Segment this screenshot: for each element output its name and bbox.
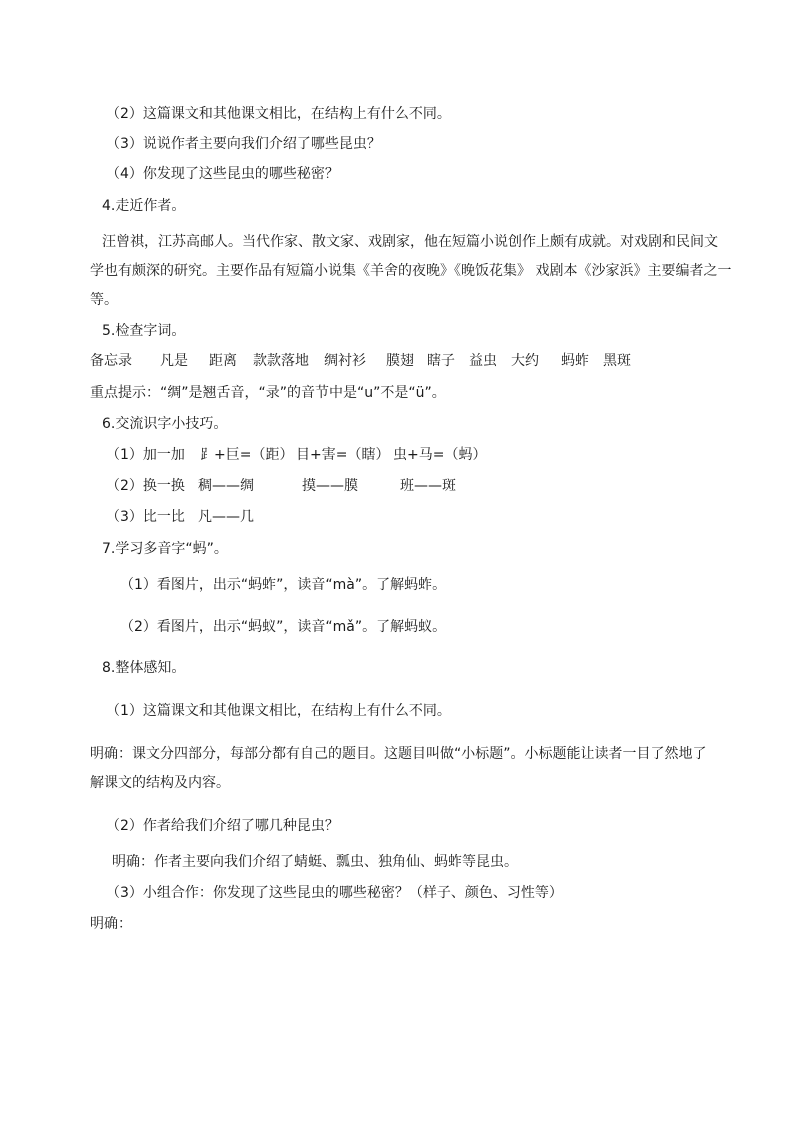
- method-2-label: （2）换一换: [106, 478, 185, 494]
- question-3: （3）说说作者主要向我们介绍了哪些昆虫？: [106, 136, 381, 152]
- section-8-item-1: （1）这篇课文和其他课文相比，在结构上有什么不同。: [106, 703, 451, 719]
- method-2-example-b: 摸——膜: [302, 478, 358, 494]
- word-item: 蚂蚱: [561, 353, 589, 369]
- word-item: 距离: [209, 353, 237, 369]
- answer-1-line-2: 解课文的结构及内容。: [90, 775, 230, 791]
- section-8-item-2: （2）作者给我们介绍了哪几种昆虫？: [106, 818, 339, 834]
- section-7-item-2: （2）看图片，出示“蚂蚁”，读音“mǎ”。了解蚂蚁。: [120, 619, 447, 635]
- section-7-heading: 7.学习多音字“蚂”。: [102, 541, 228, 557]
- word-item: 凡是: [160, 353, 188, 369]
- word-item: 瞎子: [427, 353, 455, 369]
- word-item: 款款落地: [253, 353, 309, 369]
- method-1-example-c: 虫+马=（蚂）: [393, 447, 487, 463]
- section-7-item-1: （1）看图片，出示“蚂蚱”，读音“mà”。了解蚂蚱。: [120, 577, 447, 593]
- word-item: 备忘录: [90, 353, 132, 369]
- question-2: （2）这篇课文和其他课文相比，在结构上有什么不同。: [106, 106, 451, 122]
- section-8-item-3: （3）小组合作：你发现了这些昆虫的哪些秘密？（样子、颜色、习性等）: [106, 885, 563, 901]
- method-2-example-a: 稠——绸: [198, 478, 254, 494]
- method-2-example-c: 班——斑: [400, 478, 456, 494]
- section-8-heading: 8.整体感知。: [102, 660, 186, 676]
- method-3-label: （3）比一比: [106, 509, 185, 525]
- method-3-example-a: 凡——几: [198, 509, 254, 525]
- answer-2: 明确：作者主要向我们介绍了蜻蜓、瓢虫、独角仙、蚂蚱等昆虫。: [112, 854, 518, 870]
- word-item: 大约: [511, 353, 539, 369]
- method-1-example-b: 目+害=（瞎）: [296, 447, 390, 463]
- word-item: 益虫: [469, 353, 497, 369]
- method-1-label: （1）加一加: [106, 447, 185, 463]
- key-hint: 重点提示：“绸”是翘舌音，“录”的音节中是“u”不是“ü”。: [90, 385, 446, 401]
- question-4: （4）你发现了这些昆虫的哪些秘密？: [106, 166, 339, 182]
- answer-1-line-1: 明确：课文分四部分，每部分都有自己的题目。这题目叫做“小标题”。小标题能让读者一目了然地了: [90, 746, 707, 762]
- author-paragraph-line-3: 等。: [90, 292, 118, 308]
- section-6-heading: 6.交流识字小技巧。: [102, 416, 228, 432]
- author-paragraph-line-2: 学也有颇深的研究。主要作品有短篇小说集《羊舍的夜晚》《晚饭花集》 戏剧本《沙家浜》主要编者之一: [90, 263, 732, 279]
- word-item: 膜翅: [386, 353, 414, 369]
- method-1-example-a: ⻊+巨=（距）: [200, 447, 294, 463]
- word-item: 绸衬衫: [324, 353, 366, 369]
- answer-3: 明确：: [90, 916, 132, 932]
- section-4-heading: 4.走近作者。: [102, 198, 186, 214]
- section-5-heading: 5.检查字词。: [102, 323, 186, 339]
- author-paragraph-line-1: 汪曾祺，江苏高邮人。当代作家、散文家、戏剧家，他在短篇小说创作上颇有成就。对戏剧和民间文: [102, 234, 718, 250]
- word-item: 黑斑: [603, 353, 631, 369]
